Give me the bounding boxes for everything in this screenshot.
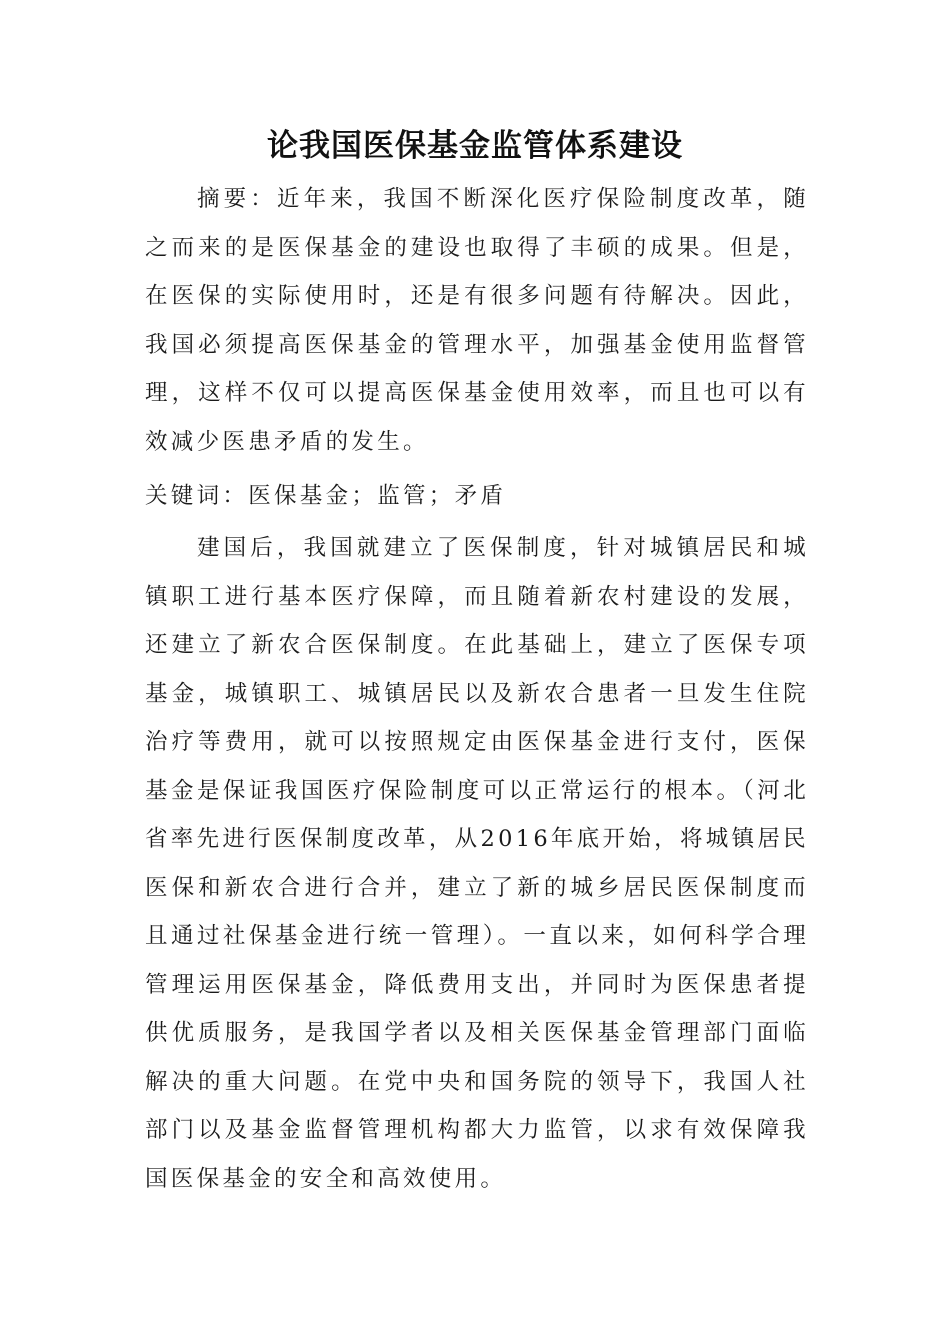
body-paragraph: 建国后，我国就建立了医保制度，针对城镇居民和城镇职工进行基本医疗保障，而且随着新农村建设的发展，还建立了新农合医保制度。在此基础上，建立了医保专项基金，城镇职工、城镇居民以及新农合患者一旦发生住院治疗等费用，就可以按照规定由医保基金进行支付，医保基金是保证我国医疗保险制度可以正常运行的根本。（河北省率先进行医保制度改革，从2016年底开始，将城镇居民医保和新农合进行合并，建立了新的城乡居民医保制度而且通过社保基金进行统一管理）。一直以来，如何科学合理管理运用医保基金，降低费用支出，并同时为医保患者提供优质服务，是我国学者以及相关医保基金管理部门面临解决的重大问题。在党中央和国务院的领导下，我国人社部门以及基金监督管理机构都大力监管，以求有效保障我国医保基金的安全和高效使用。: [145, 535, 809, 1192]
keywords-line: 关键词：医保基金；监管；矛盾: [145, 483, 507, 509]
abstract-paragraph: 摘要：近年来，我国不断深化医疗保险制度改革，随之而来的是医保基金的建设也取得了丰硕的成果。但是，在医保的实际使用时，还是有很多问题有待解决。因此，我国必须提高医保基金的管理水平，加强基金使用监督管理，这样不仅可以提高医保基金使用效率，而且也可以有效减少医患矛盾的发生。: [145, 186, 809, 455]
document-title: 论我国医保基金监管体系建设: [267, 128, 683, 164]
